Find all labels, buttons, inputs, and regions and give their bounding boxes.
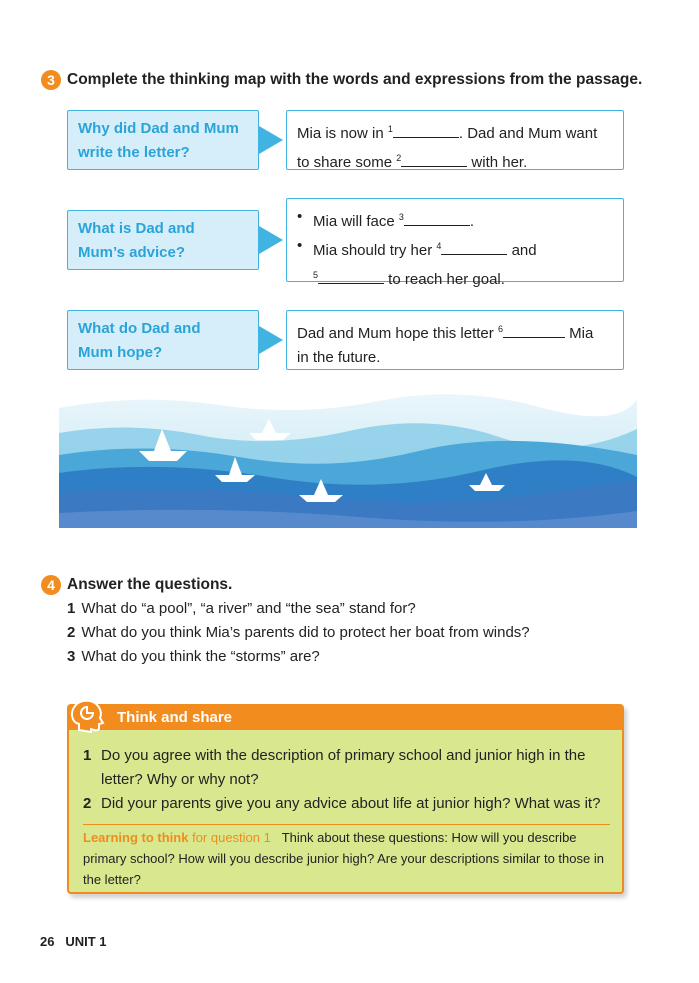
answer-3-text: Dad and Mum hope this letter [297, 325, 498, 342]
section-3-number: 3 [41, 70, 61, 90]
answer-box-3 [286, 310, 624, 370]
blank-5[interactable] [318, 268, 384, 284]
arrow-icon [259, 126, 283, 154]
question-1-line2: write the letter? [78, 144, 190, 161]
question-2-line1: What is Dad and [78, 220, 195, 237]
list-item [67, 621, 530, 645]
question-box-2 [67, 210, 259, 270]
divider [83, 824, 610, 825]
arrow-icon [259, 326, 283, 354]
learning-to-think [83, 827, 613, 890]
answer-1-text: with her. [467, 154, 528, 171]
answer-1-text: . Dad and Mum want [458, 125, 598, 142]
item-text: Did your parents give you any advice about life at junior high? What was it? [101, 795, 601, 812]
think-title: Think and share [117, 709, 233, 726]
think-and-share-box [67, 704, 624, 894]
question-box-1 [67, 110, 259, 170]
item-text: letter? Why or why not? [101, 771, 259, 788]
blank-number: 5 [313, 270, 319, 280]
question-3-line1: What do Dad and [78, 320, 201, 337]
section-4-number: 4 [41, 575, 61, 595]
section-3-title: Complete the thinking map with the words and expressions from the passage. [67, 71, 643, 88]
bullet-continuation [297, 263, 613, 292]
item-text: Do you agree with the description of primary school and junior high in the [101, 747, 586, 764]
blank-number: 2 [396, 153, 402, 163]
learning-label: Learning to think [83, 830, 189, 845]
sea-illustration [59, 393, 637, 528]
item-number: 1 [83, 747, 92, 764]
section-4-title: Answer the questions. [67, 576, 233, 593]
blank-4[interactable] [441, 239, 507, 255]
question-1-line1: Why did Dad and Mum [78, 120, 239, 137]
learning-for: for question 1 [192, 830, 271, 845]
blank-3[interactable] [404, 210, 470, 226]
answer-box-1 [286, 110, 624, 170]
answer-2-text: to reach her goal. [384, 271, 505, 288]
unit-label: UNIT 1 [65, 934, 107, 949]
page-number: 26 [40, 934, 55, 949]
answer-3-text: in the future. [297, 349, 381, 366]
blank-number: 6 [497, 324, 503, 334]
question-number: 1 [67, 600, 76, 617]
list-item [67, 597, 530, 621]
answer-2-text: Mia will face [313, 213, 399, 230]
question-2-line2: Mum’s advice? [78, 244, 185, 261]
bullet-item [297, 205, 613, 234]
blank-2[interactable] [401, 151, 467, 167]
arrow-icon [259, 226, 283, 254]
list-item [67, 645, 530, 669]
answer-2-text: . [469, 213, 475, 230]
answer-box-2 [286, 198, 624, 288]
question-3-line2: Mum hope? [78, 344, 163, 361]
answer-1-text: Mia is now in [297, 125, 388, 142]
page-footer [40, 934, 106, 949]
item-number: 2 [83, 795, 92, 812]
question-text: What do “a pool”, “a river” and “the sea” stand for? [81, 600, 416, 617]
list-item [83, 792, 613, 816]
think-items [83, 744, 613, 816]
question-box-3 [67, 310, 259, 370]
question-text: What do you think Mia’s parents did to protect her boat from winds? [81, 624, 530, 641]
question-number: 2 [67, 624, 76, 641]
head-speech-icon [67, 696, 107, 736]
blank-1[interactable] [393, 122, 459, 138]
answer-2-text: and [507, 242, 537, 259]
question-text: What do you think the “storms” are? [81, 648, 320, 665]
learning-text: Think about these questions: How will you describe primary school? How will you describe junior high? Are your descriptions similar to those in the letter? [83, 830, 604, 887]
blank-number: 3 [398, 212, 404, 222]
answer-2-text: Mia should try her [313, 242, 437, 259]
blank-number: 4 [436, 241, 442, 251]
bullet-item [297, 234, 613, 263]
blank-6[interactable] [503, 322, 565, 338]
question-list [67, 597, 530, 669]
list-item [83, 744, 613, 792]
question-number: 3 [67, 648, 76, 665]
answer-3-text: Mia [564, 325, 594, 342]
blank-number: 1 [387, 124, 393, 134]
answer-1-text: to share some [297, 154, 397, 171]
